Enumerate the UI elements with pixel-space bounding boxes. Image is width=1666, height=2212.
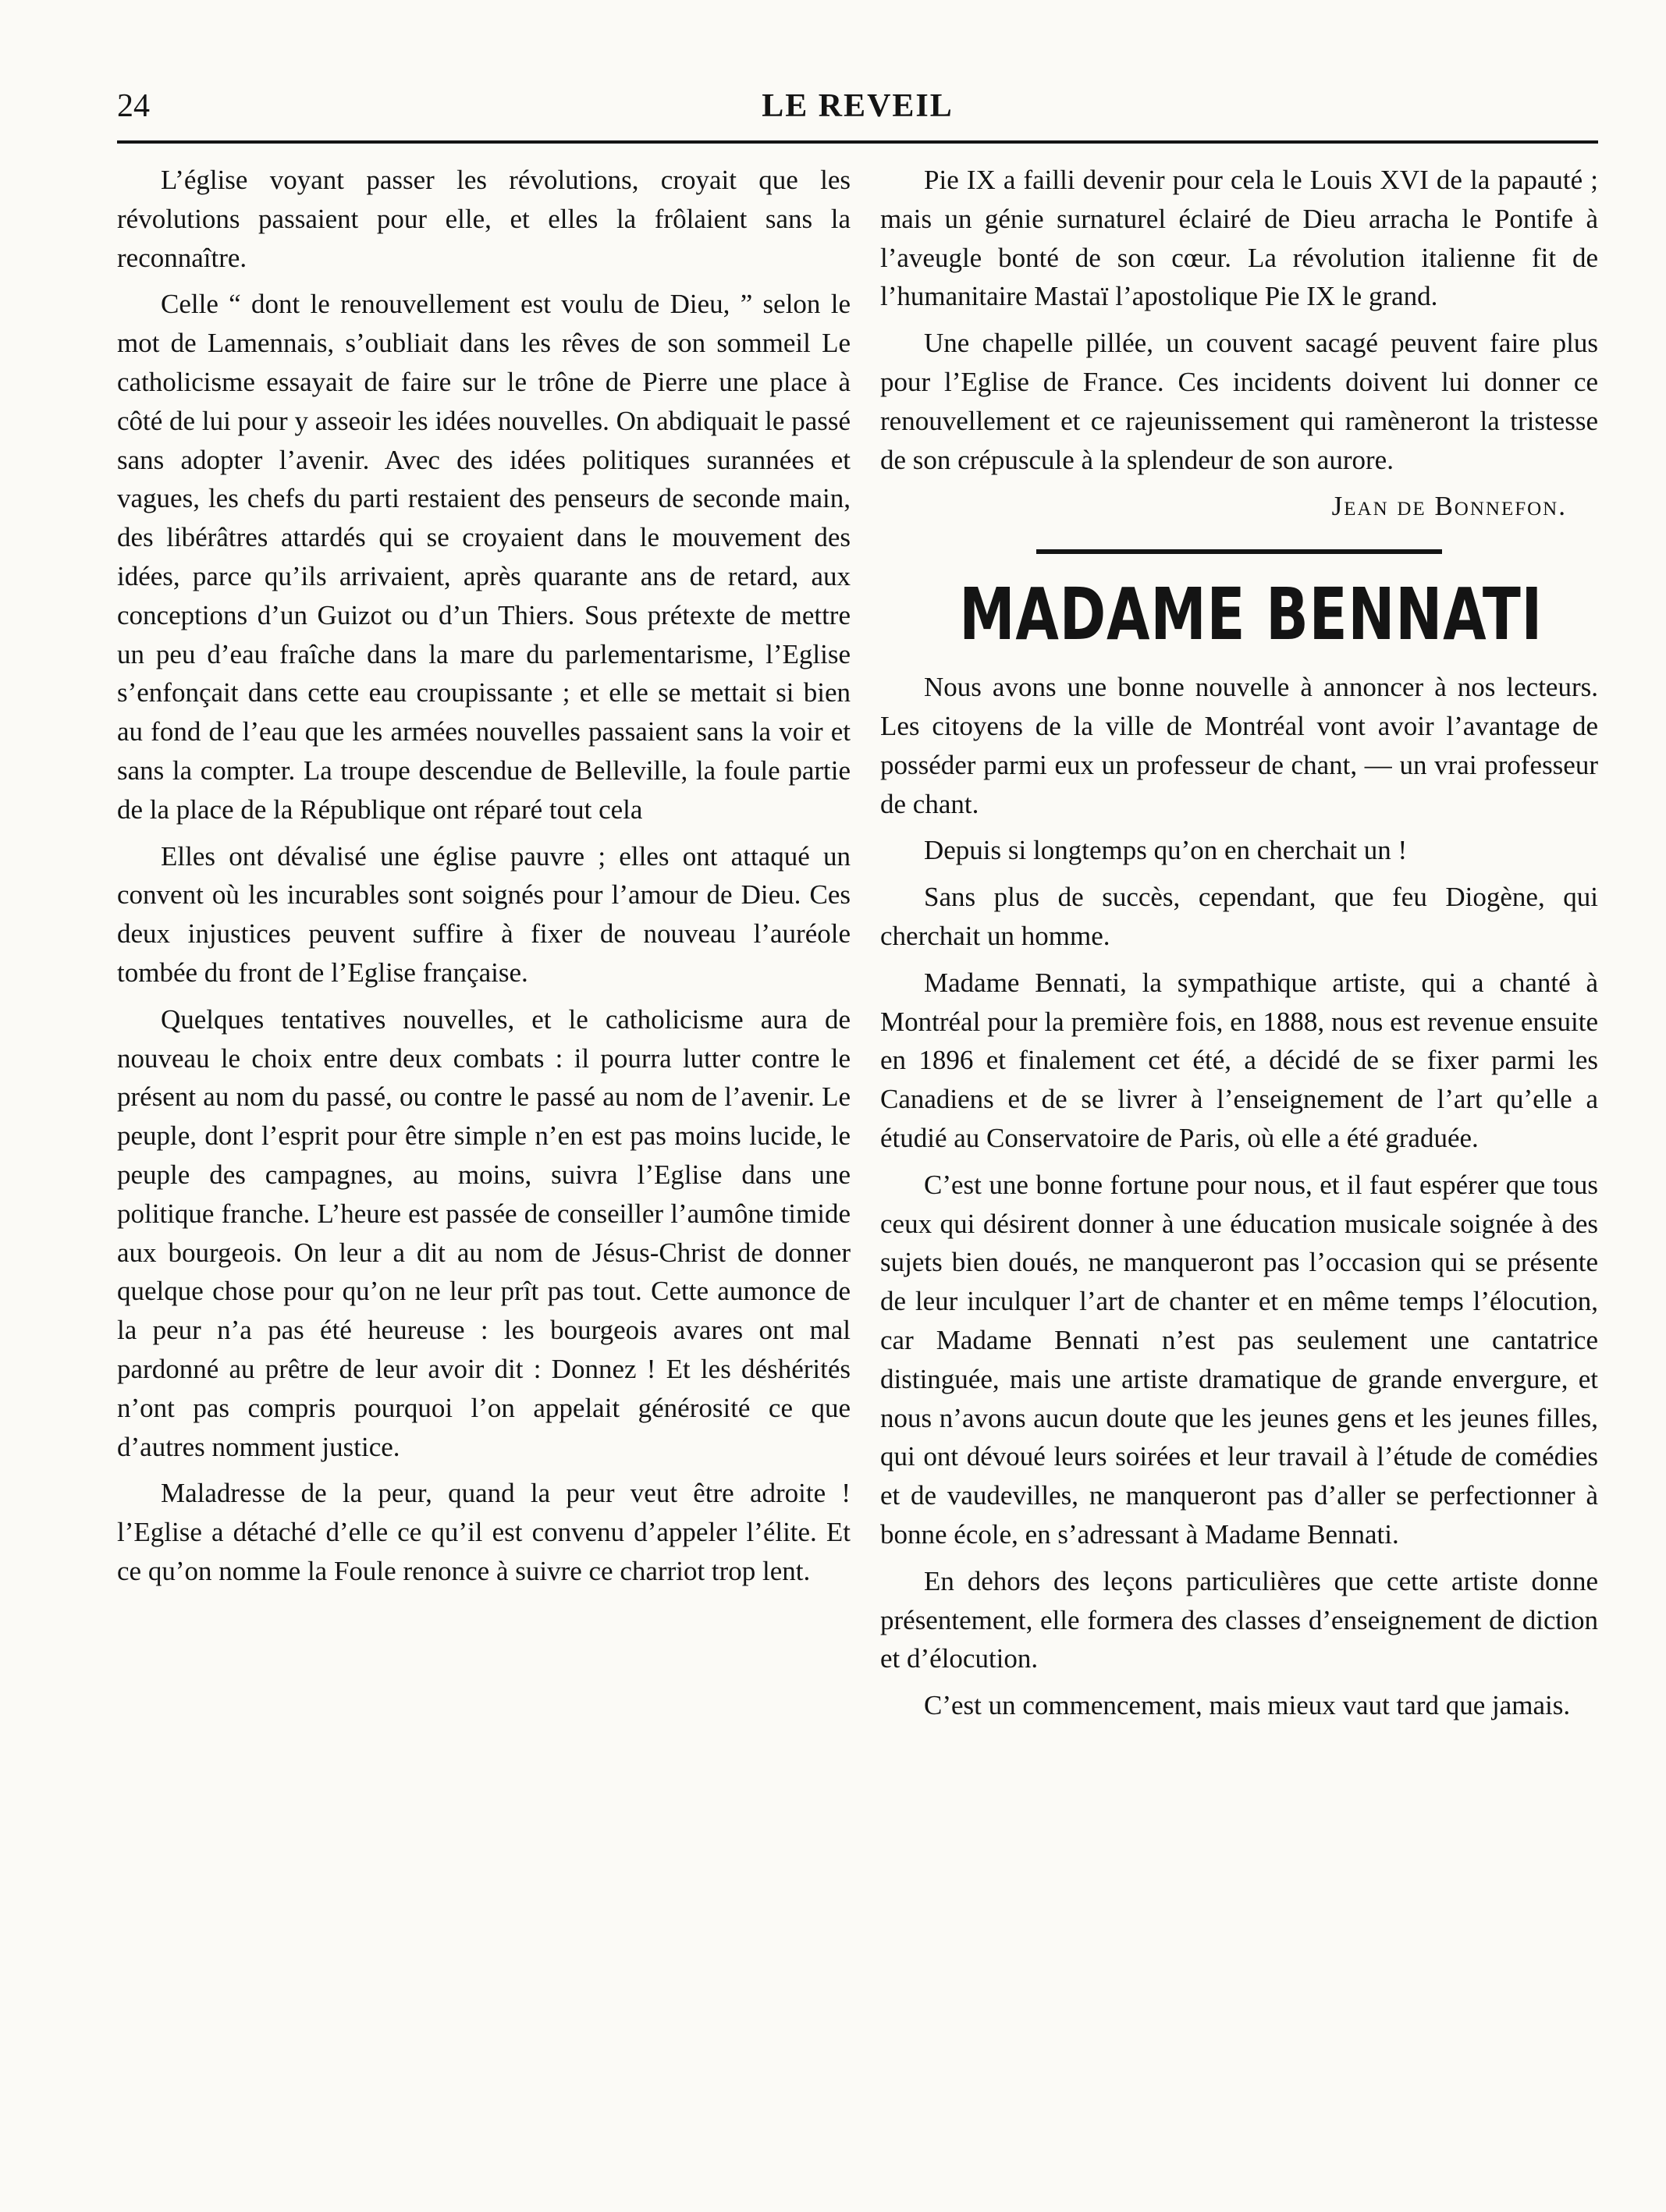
section-title: MADAME BENNATI <box>959 573 1543 657</box>
article-paragraph: Madame Bennati, la sympathique artiste, qui a chanté à Montréal pour la première fois, en 1888, nous est revenue ensuite en 1896 et finalement cet été, a décidé de se fixer parmi les Canadiens et de se livrer à l’enseignement de l’art qu’elle a étudié au Conservatoire de Paris, où elle a été graduée. <box>880 967 1598 1153</box>
page-number: 24 <box>117 88 150 124</box>
article-paragraph: Sans plus de succès, cependant, que feu Diogène, qui cherchait un homme. <box>880 882 1598 951</box>
section-rule <box>1036 549 1442 554</box>
article-paragraph: En dehors des leçons particulières que cette artiste donne présentement, elle formera des classes d’enseignement de diction et d’élocution. <box>880 1565 1598 1674</box>
article-paragraph: Quelques tentatives nouvelles, et le catholicisme aura de nouveau le choix entre deux combats : il pourra lutter contre le présent au nom du passé, ou contre le passé au nom de l’avenir. Le peuple, dont l’esprit pour être simple n’en est pas moins lucide, le peuple des campagnes, au moins, suivra l’Eglise dans une politique franche. L’heure est passée de conseiller l’aumône timide aux bourgeois. On leur a dit au nom de Jésus-Christ de donner quelque chose pour qu’on ne leur prît pas tout. Cette aumonce de la peur n’a pas été heureuse : les bourgeois avares ont mal pardonné au prêtre de leur avoir dit : Donnez ! Et les déshérités n’ont pas compris pourquoi l’on appelait générosité ce que d’autres nomment justice. <box>117 1003 851 1462</box>
header-rule <box>117 140 1598 144</box>
page-header <box>117 87 1598 137</box>
right-column <box>880 161 1598 1733</box>
article-paragraph: C’est un commencement, mais mieux vaut tard que jamais. <box>924 1690 1571 1721</box>
article-paragraph: Depuis si longtemps qu’on en cherchait un ! <box>924 835 1408 866</box>
journal-title: LE REVEIL <box>762 88 954 124</box>
article-paragraph: C’est une bonne fortune pour nous, et il faut espérer que tous ceux qui désirent donner à une éducation musicale soignée à des sujets bien doués, ne manqueront pas l’occasion qui se présente de leur inculquer l’art de chanter et en même temps l’élocution, car Madame Bennati n’est pas seulement une cantatrice distinguée, mais une artiste dramatique de grande envergure, et nous n’avons aucun doute que les jeunes gens et les jeunes filles, qui ont dévoué leurs soirées et leur travail à l’étude de comédies et de vaudevilles, ne manqueront pas d’aller se perfectionner à bonne école, en s’adressant à Madame Bennati. <box>880 1169 1598 1550</box>
article-paragraph: Une chapelle pillée, un couvent sacagé peuvent faire plus pour l’Eglise de France. Ces incidents doivent lui donner ce renouvellement et ce rajeunissement qui ramèneront la tristesse de son crépuscule à la splendeur de son aurore. <box>880 328 1598 475</box>
article-paragraph: Nous avons une bonne nouvelle à annoncer à nos lecteurs. Les citoyens de la ville de Montréal vont avoir l’avantage de posséder parmi eux un professeur de chant, — un vrai professeur de chant. <box>880 672 1598 819</box>
article-paragraph: L’église voyant passer les révolutions, croyait que les révolutions passaient pour elle, et elles la frôlaient sans la reconnaître. <box>117 165 851 273</box>
article-paragraph: Pie IX a failli devenir pour cela le Louis XVI de la papauté ; mais un génie surnaturel éclairé de Dieu arracha le Pontife à l’aveugle bonté de son cœur. La révolution italienne fit de l’humanitaire Mastaï l’apostolique Pie IX le grand. <box>880 165 1598 312</box>
article-paragraph: Elles ont dévalisé une église pauvre ; elles ont attaqué un convent où les incurables sont soignés pour l’amour de Dieu. Ces deux injustices peuvent suffire à fixer de nouveau l’auréole tombée du front de l’Eglise française. <box>117 840 851 988</box>
article-paragraph: Celle “ dont le renouvellement est voulu de Dieu, ” selon le mot de Lamennais, s’oubliait dans les rêves de son sommeil Le catholicisme essayait de faire sur le trône de Pierre une place à côté de lui pour y asseoir les idées nouvelles. On abdiquait le passé sans adopter l’avenir. Avec des idées politiques surannées et vagues, les chefs du parti restaient des penseurs de seconde main, des libérâtres attardés qui se croyaient dans le mouvement des idées, parce qu’ils arrivaient, après quarante ans de retard, aux conceptions d’un Guizot ou d’un Thiers. Sous prétexte de mettre un peu d’eau fraîche dans la mare du parlementarisme, l’Eglise s’enfonçait dans cette eau croupissante ; et elle se mettait si bien au fond de l’eau que les armées nouvelles passaient sans la voir et sans la compter. La troupe descendue de Belleville, la foule partie de la place de la République ont réparé tout cela <box>117 289 851 825</box>
article-paragraph: Maladresse de la peur, quand la peur veut être adroite ! l’Eglise a détaché d’elle ce qu’il est convenu d’appeler l’élite. Et ce qu’on nomme la Foule renonce à suivre ce charriot trop lent. <box>117 1478 851 1586</box>
left-column <box>117 161 851 1599</box>
author-signature: Jean de Bonnefon. <box>1331 491 1567 522</box>
